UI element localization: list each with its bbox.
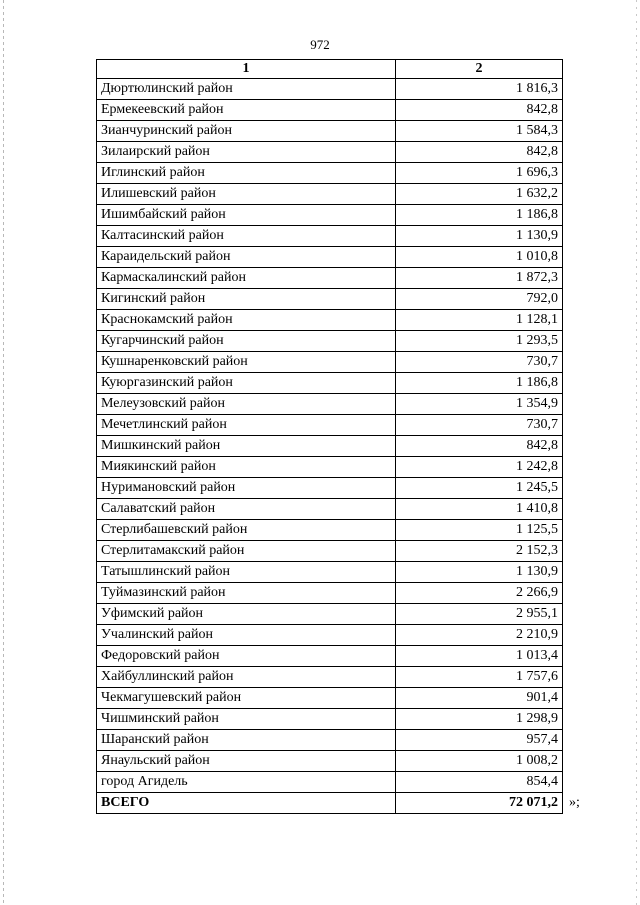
amount-cell: 854,4 — [396, 772, 563, 793]
table-row — [97, 394, 563, 415]
table-row — [97, 457, 563, 478]
amount-cell: 730,7 — [396, 415, 563, 436]
amount-cell: 901,4 — [396, 688, 563, 709]
district-name-cell: город Агидель — [97, 772, 396, 793]
table-row — [97, 730, 563, 751]
table-row — [97, 142, 563, 163]
amount-cell: 1 013,4 — [396, 646, 563, 667]
amount-cell: 842,8 — [396, 100, 563, 121]
table-row — [97, 625, 563, 646]
total-amount-cell: 72 071,2 — [396, 793, 563, 814]
table-row — [97, 583, 563, 604]
table-row — [97, 100, 563, 121]
table-row — [97, 646, 563, 667]
district-name-cell: Татышлинский район — [97, 562, 396, 583]
table-row — [97, 310, 563, 331]
table-row — [97, 751, 563, 772]
page-number: 972 — [310, 37, 330, 52]
district-name-cell: Салаватский район — [97, 499, 396, 520]
district-name-cell: Мелеузовский район — [97, 394, 396, 415]
table-row — [97, 436, 563, 457]
amount-cell: 1 128,1 — [396, 310, 563, 331]
table-row — [97, 667, 563, 688]
amount-cell: 1 130,9 — [396, 562, 563, 583]
district-name-cell: Федоровский район — [97, 646, 396, 667]
district-name-cell: Мишкинский район — [97, 436, 396, 457]
district-name-cell: Ишимбайский район — [97, 205, 396, 226]
district-name-cell: Янаульский район — [97, 751, 396, 772]
district-name-cell: Нуримановский район — [97, 478, 396, 499]
amount-cell: 1 872,3 — [396, 268, 563, 289]
amount-cell: 1 010,8 — [396, 247, 563, 268]
table-row — [97, 331, 563, 352]
district-name-cell: Чекмагушевский район — [97, 688, 396, 709]
table-row — [97, 415, 563, 436]
amount-cell: 1 696,3 — [396, 163, 563, 184]
district-name-cell: Миякинский район — [97, 457, 396, 478]
amount-cell: 1 298,9 — [396, 709, 563, 730]
district-name-cell: Туймазинский район — [97, 583, 396, 604]
district-name-cell: Ермекеевский район — [97, 100, 396, 121]
scan-edge-left — [3, 0, 4, 905]
table-row — [97, 478, 563, 499]
allocation-table — [96, 59, 563, 814]
district-name-cell: Зианчуринский район — [97, 121, 396, 142]
amount-cell: 1 125,5 — [396, 520, 563, 541]
table-row — [97, 772, 563, 793]
district-name-cell: Краснокамский район — [97, 310, 396, 331]
amount-cell: 1 293,5 — [396, 331, 563, 352]
amount-cell: 1 354,9 — [396, 394, 563, 415]
amount-cell: 792,0 — [396, 289, 563, 310]
table-row — [97, 247, 563, 268]
amount-cell: 1 242,8 — [396, 457, 563, 478]
amount-cell: 957,4 — [396, 730, 563, 751]
table-header-row — [97, 60, 563, 79]
amount-cell: 2 266,9 — [396, 583, 563, 604]
district-name-cell: Кушнаренковский район — [97, 352, 396, 373]
district-name-cell: Калтасинский район — [97, 226, 396, 247]
district-name-cell: Стерлитамакский район — [97, 541, 396, 562]
district-name-cell: Илишевский район — [97, 184, 396, 205]
amount-cell: 842,8 — [396, 142, 563, 163]
district-name-cell: Караидельский район — [97, 247, 396, 268]
table-row — [97, 604, 563, 625]
district-name-cell: Стерлибашевский район — [97, 520, 396, 541]
table-row — [97, 79, 563, 100]
amount-cell: 2 152,3 — [396, 541, 563, 562]
district-name-cell: Кигинский район — [97, 289, 396, 310]
district-name-cell: Хайбуллинский район — [97, 667, 396, 688]
amount-cell: 1 410,8 — [396, 499, 563, 520]
scan-edge-right — [636, 0, 637, 905]
amount-cell: 1 632,2 — [396, 184, 563, 205]
district-name-cell: Кармаскалинский район — [97, 268, 396, 289]
district-name-cell: Иглинский район — [97, 163, 396, 184]
table-row — [97, 562, 563, 583]
district-name-cell: Кугарчинский район — [97, 331, 396, 352]
table-row — [97, 163, 563, 184]
district-name-cell: Куюргазинский район — [97, 373, 396, 394]
table-row — [97, 709, 563, 730]
district-name-cell: Шаранский район — [97, 730, 396, 751]
table-row — [97, 184, 563, 205]
table-row — [97, 373, 563, 394]
table-row — [97, 688, 563, 709]
amount-cell: 1 186,8 — [396, 205, 563, 226]
district-name-cell: Учалинский район — [97, 625, 396, 646]
amount-cell: 730,7 — [396, 352, 563, 373]
amount-cell: 2 210,9 — [396, 625, 563, 646]
total-label-cell: ВСЕГО — [97, 793, 396, 814]
column-header-2: 2 — [396, 60, 563, 79]
amount-cell: 1 186,8 — [396, 373, 563, 394]
table-row — [97, 121, 563, 142]
district-name-cell: Чишминский район — [97, 709, 396, 730]
amount-cell: 1 584,3 — [396, 121, 563, 142]
table-row — [97, 289, 563, 310]
total-row — [97, 793, 563, 814]
closing-quote-mark: »; — [569, 795, 580, 810]
district-name-cell: Зилаирский район — [97, 142, 396, 163]
district-name-cell: Мечетлинский район — [97, 415, 396, 436]
column-header-1: 1 — [97, 60, 396, 79]
table-row — [97, 520, 563, 541]
amount-cell: 842,8 — [396, 436, 563, 457]
table-row — [97, 352, 563, 373]
table-row — [97, 541, 563, 562]
table-row — [97, 226, 563, 247]
amount-cell: 1 245,5 — [396, 478, 563, 499]
table-row — [97, 205, 563, 226]
amount-cell: 2 955,1 — [396, 604, 563, 625]
amount-cell: 1 816,3 — [396, 79, 563, 100]
amount-cell: 1 130,9 — [396, 226, 563, 247]
district-name-cell: Дюртюлинский район — [97, 79, 396, 100]
district-name-cell: Уфимский район — [97, 604, 396, 625]
table-row — [97, 268, 563, 289]
table-row — [97, 499, 563, 520]
amount-cell: 1 757,6 — [396, 667, 563, 688]
amount-cell: 1 008,2 — [396, 751, 563, 772]
